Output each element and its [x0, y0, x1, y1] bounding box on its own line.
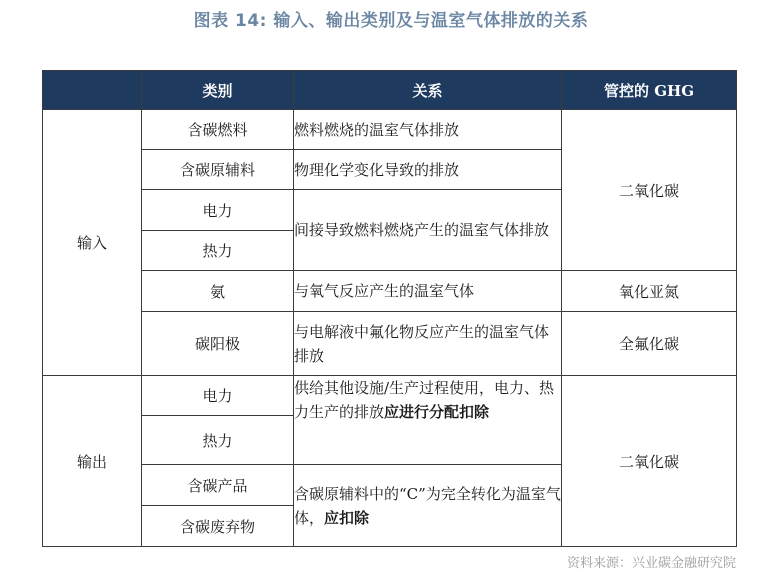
relationship-text: 供给其他设施/生产过程使用，电力、热力生产的排放 — [294, 379, 555, 421]
category-cell: 电力 — [142, 190, 294, 231]
relationship-cell — [294, 465, 562, 547]
category-cell: 含碳燃料 — [142, 110, 294, 150]
header-category: 类别 — [142, 71, 294, 110]
relationship-cell: 与电解液中氟化物反应产生的温室气体排放 — [294, 312, 562, 376]
header-relationship: 关系 — [294, 71, 562, 110]
category-cell: 氨 — [142, 271, 294, 312]
category-cell: 电力 — [142, 376, 294, 416]
category-cell: 热力 — [142, 231, 294, 271]
ghg-cell: 二氧化碳 — [562, 110, 737, 271]
header-blank — [43, 71, 142, 110]
table-row — [43, 271, 737, 312]
header-controlled-ghg: 管控的 GHG — [562, 71, 737, 110]
source-note: 资料来源：兴业碳金融研究院 — [566, 556, 736, 571]
relationship-text: 含碳原辅料中的“C”为完全转化为温室气体， — [294, 484, 561, 527]
category-cell: 碳阳极 — [142, 312, 294, 376]
table-row — [43, 110, 737, 150]
table-row — [43, 312, 737, 376]
relationship-cell: 与氧气反应产生的温室气体 — [294, 271, 562, 312]
table-header-row — [43, 71, 737, 110]
ghg-cell: 氧化亚氮 — [562, 271, 737, 312]
table-row — [43, 376, 737, 416]
category-cell: 含碳原辅料 — [142, 150, 294, 190]
relationship-cell — [294, 376, 562, 465]
figure-title: 图表 14: 输入、输出类别及与温室气体排放的关系 — [193, 11, 589, 31]
relationship-emphasis: 应进行分配扣除 — [384, 403, 490, 421]
ghg-cell: 二氧化碳 — [562, 376, 737, 547]
ghg-cell: 全氟化碳 — [562, 312, 737, 376]
group-input: 输入 — [43, 110, 142, 376]
category-cell: 含碳产品 — [142, 465, 294, 506]
category-cell: 含碳废弃物 — [142, 506, 294, 547]
category-cell: 热力 — [142, 416, 294, 465]
group-output: 输出 — [43, 376, 142, 547]
relationship-cell: 燃料燃烧的温室气体排放 — [294, 110, 562, 150]
relationship-cell: 物理化学变化导致的排放 — [294, 150, 562, 190]
relationship-cell: 间接导致燃料燃烧产生的温室气体排放 — [294, 190, 562, 271]
ghg-relationship-table — [42, 70, 737, 547]
relationship-emphasis: 应扣除 — [324, 508, 370, 527]
